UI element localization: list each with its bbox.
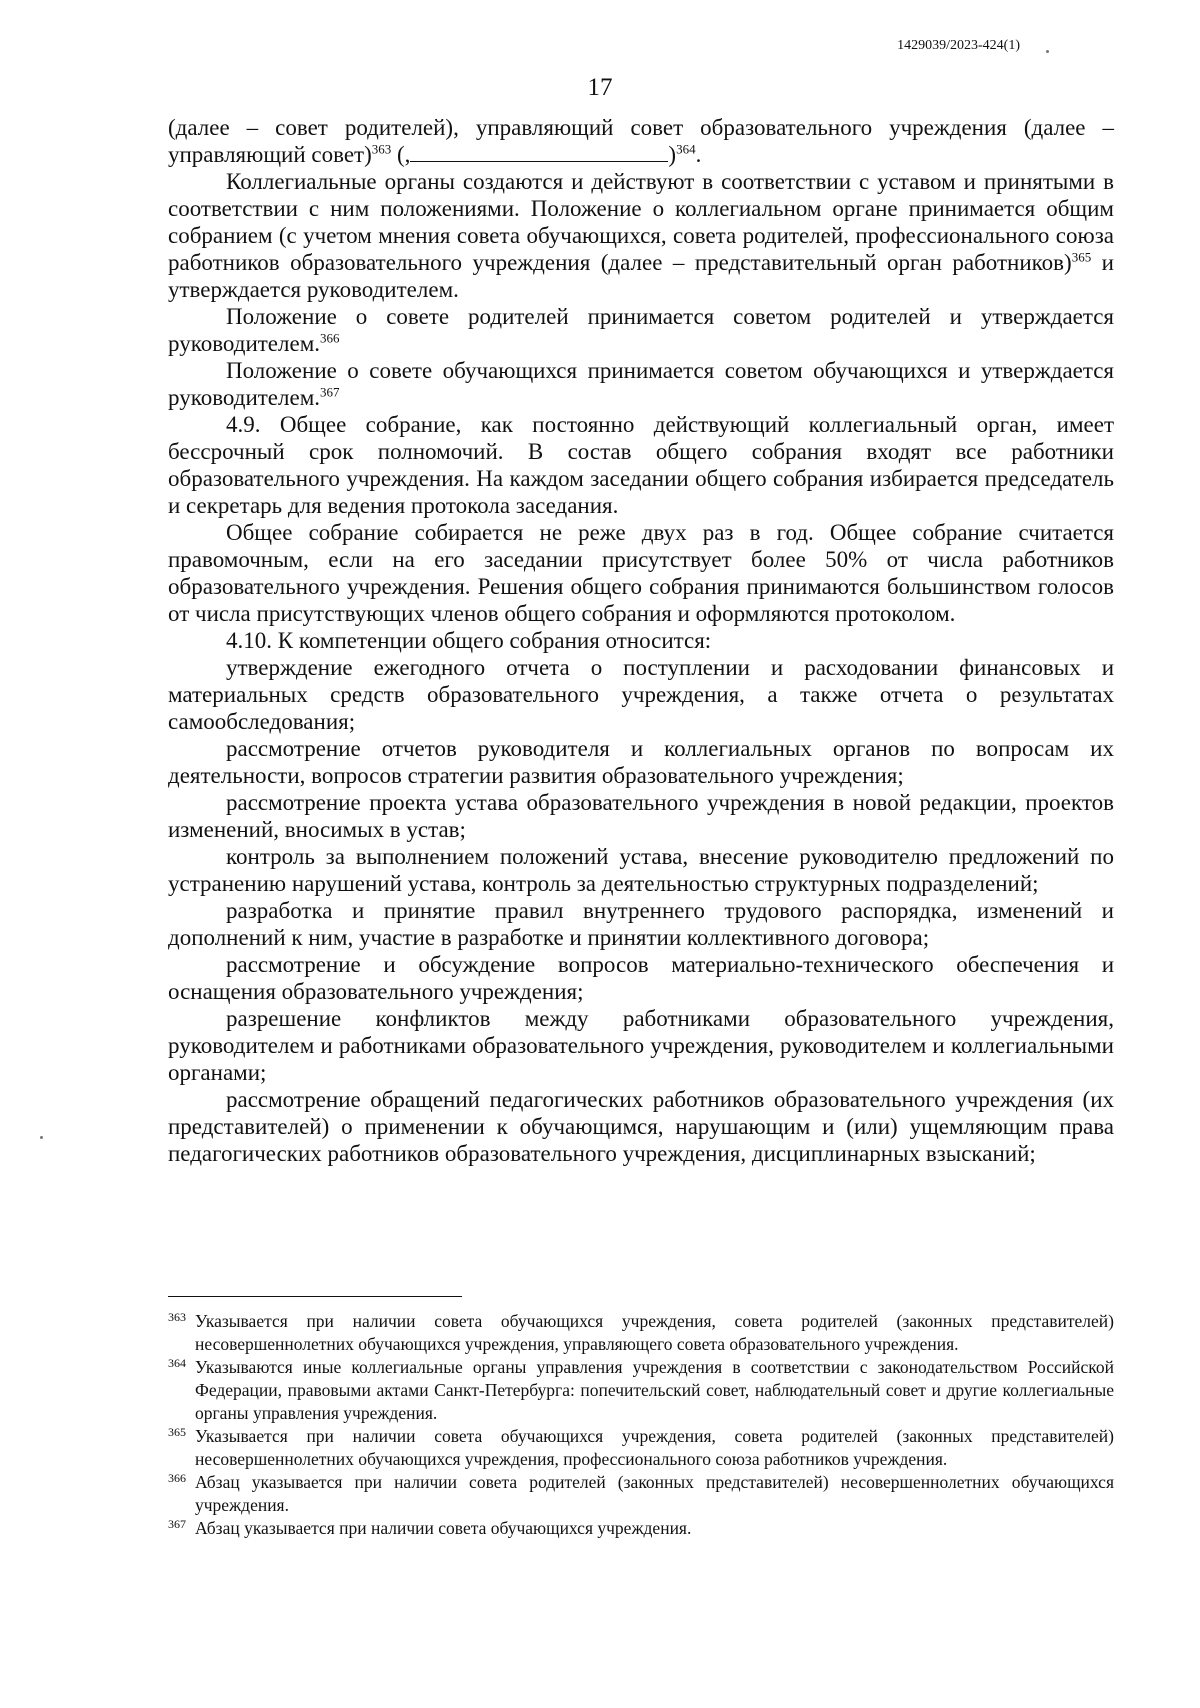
footnote-separator: [168, 1296, 462, 1297]
footnote-ref[interactable]: 364: [676, 141, 696, 157]
paragraph-text: Положение о совете обучающихся принимается советом обучающихся и утверждается руководителем.: [168, 358, 1114, 410]
footnote: [168, 1356, 1114, 1425]
footnote-ref[interactable]: 365: [1071, 249, 1092, 265]
paragraph-students-council: [168, 357, 1114, 411]
paragraph-text: (,: [391, 142, 411, 167]
footnote: [168, 1517, 1114, 1540]
list-item: разрешение конфликтов между работниками образовательного учреждения, руководителем и работниками образовательного учреждения, руководителем и коллегиальными органами;: [168, 1006, 1114, 1085]
footnotes: [168, 1310, 1114, 1540]
list-item: утверждение ежегодного отчета о поступлении и расходовании финансовых и материальных средств образовательного учреждения, а также отчета о результатах самообследования;: [168, 655, 1114, 734]
paragraph-text: (далее – совет родителей), управляющий совет образовательного учреждения (далее – управляющий совет): [168, 115, 1114, 167]
paragraph-text: и утверждается руководителем.: [168, 250, 1114, 302]
footnote-text: Абзац указывается при наличии совета обучающихся учреждения.: [195, 1518, 692, 1538]
footnote: [168, 1310, 1114, 1356]
footnote-number: 367: [168, 1517, 186, 1531]
footnote-text: Указывается при наличии совета обучающихся учреждения, совета родителей (законных представителей) несовершеннолетних обучающихся учреждения, управляющего совета образовательного учреждения.: [195, 1311, 1114, 1354]
paragraph-text: .: [695, 142, 702, 167]
list-item: рассмотрение проекта устава образовательного учреждения в новой редакции, проектов изменений, вносимых в устав;: [168, 790, 1114, 842]
paragraph-4-9: 4.9. Общее собрание, как постоянно действующий коллегиальный орган, имеет бессрочный срок полномочий. В состав общего собрания входят все работники образовательного учреждения. На каждом заседании общего собрания избирается председатель и секретарь для ведения протокола заседания.: [168, 412, 1114, 518]
paragraph-text: ): [668, 142, 677, 167]
list-item: рассмотрение и обсуждение вопросов материально-технического обеспечения и оснащения образовательного учреждения;: [168, 952, 1114, 1004]
footnote-text: Указываются иные коллегиальные органы управления учреждения в соответствии с законодательством Российской Федерации, правовыми актами Санкт-Петербурга: попечительский совет, наблюдательный совет и другие коллегиальные органы управления учреждения.: [195, 1357, 1114, 1423]
footnote-text: Указывается при наличии совета обучающихся учреждения, совета родителей (законных представителей) несовершеннолетних обучающихся учреждения, профессионального союза работников учреждения.: [195, 1426, 1114, 1469]
main-text: [168, 114, 1114, 1167]
footnote-text: Абзац указывается при наличии совета родителей (законных представителей) несовершеннолетних обучающихся учреждения.: [195, 1472, 1114, 1515]
paragraph-parents-council: [168, 303, 1114, 357]
footnote-ref[interactable]: 367: [320, 384, 340, 400]
scan-speck: [1046, 50, 1049, 53]
footnote-number: 363: [168, 1310, 186, 1324]
list-item: разработка и принятие правил внутреннего трудового распорядка, изменений и дополнений к ним, участие в разработке и принятии коллективного договора;: [168, 898, 1114, 950]
scan-speck: [40, 1136, 43, 1139]
paragraph-continuation: [168, 114, 1114, 168]
footnote: [168, 1471, 1114, 1517]
fill-in-blank: [410, 143, 668, 162]
paragraph-general-meeting: Общее собрание собирается не реже двух раз в год. Общее собрание считается правомочным, если на его заседании присутствует более 50% от числа работников образовательного учреждения. Решения общего собрания принимаются большинством голосов от числа присутствующих членов общего собрания и оформляются протоколом.: [168, 520, 1114, 626]
paragraph-4-10: 4.10. К компетенции общего собрания относится:: [226, 628, 712, 653]
page-number: 17: [587, 74, 613, 101]
footnote-ref[interactable]: 363: [371, 141, 392, 157]
list-item: контроль за выполнением положений устава, внесение руководителю предложений по устранению нарушений устава, контроль за деятельностью структурных подразделений;: [168, 844, 1114, 896]
footnote-number: 366: [168, 1471, 186, 1485]
document-id: 1429039/2023-424(1): [897, 38, 1020, 53]
list-item: рассмотрение обращений педагогических работников образовательного учреждения (их представителей) о применении к обучающимся, нарушающим и (или) ущемляющим права педагогических работников образовательного учреждения, дисциплинарных взысканий;: [168, 1087, 1114, 1166]
paragraph-text: Коллегиальные органы создаются и действуют в соответствии с уставом и принятыми в соответствии с ним положениями. Положение о коллегиальном органе принимается общим собранием (с учетом мнения совета обучающихся, совета родителей, профессионального союза работников образовательного учреждения (далее – представительный орган работников): [168, 169, 1114, 275]
list-item: рассмотрение отчетов руководителя и коллегиальных органов по вопросам их деятельности, вопросов стратегии развития образовательного учреждения;: [168, 736, 1114, 788]
footnote-number: 365: [168, 1425, 186, 1439]
paragraph-text: Положение о совете родителей принимается советом родителей и утверждается руководителем.: [168, 304, 1114, 356]
paragraph-collegial-bodies: [168, 168, 1114, 303]
footnote: [168, 1425, 1114, 1471]
footnote-number: 364: [168, 1356, 186, 1370]
footnote-ref[interactable]: 366: [320, 330, 340, 346]
